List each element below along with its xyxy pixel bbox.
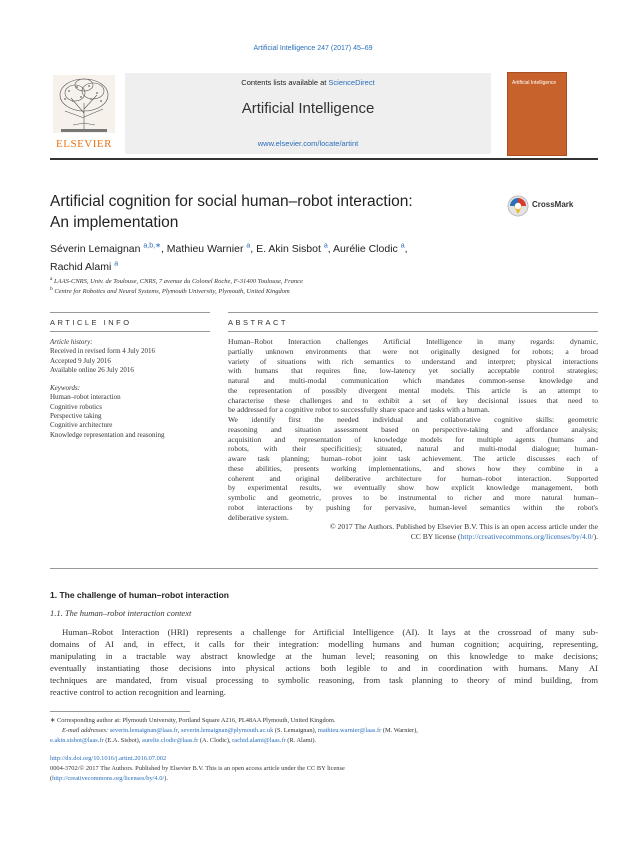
title-line-1: Artificial cognition for social human–robot interaction: <box>50 193 413 210</box>
divider <box>50 568 598 569</box>
author[interactable]: Séverin Lemaignan $^{a,b,∗}$, <box>50 242 167 255</box>
contents-line <box>125 78 491 87</box>
author[interactable]: E. Akin Sisbot $^a$, <box>256 242 333 255</box>
keyword: Knowledge representation and reasoning <box>50 430 165 439</box>
issn-line: 0004-3702/© 2017 The Authors. Published by Elsevier B.V. This is an open access article under the CC BY license <box>50 765 345 772</box>
abstract-line: the representation of possibly divergent mental models. This article is an attempt to <box>228 385 598 395</box>
article-info-heading: ARTICLE INFO <box>50 318 132 327</box>
subsection-heading: 1.1. The human–robot interaction context <box>50 608 192 618</box>
body-line: manipulating in a tractable way abstract knowledge at the human level; reasoning on this knowledge to make decisions; <box>50 651 598 662</box>
body-line: techniques are mandated, from visual processing to symbolic reasoning, from task planning to theory of mind building, from <box>50 675 598 686</box>
abstract-line: natural and multi-modal communication which mandates common-sense knowledge and <box>228 376 598 385</box>
sciencedirect-link[interactable]: ScienceDirect <box>328 78 375 87</box>
abstract-line: reasoning and situation assessment based on perspective-taking and affordance analysis; <box>228 424 598 434</box>
author[interactable]: Mathieu Warnier $^a$, <box>166 242 257 255</box>
author[interactable]: Aurélie Clodic $^a$, <box>333 242 408 255</box>
body-line: reactive control to action recognition and learning. <box>50 687 226 698</box>
abstract-line: robots, with their specificities); situated, natural and multi-modal dialogue; human- <box>228 444 598 454</box>
abstract-line: characterise these challenges and to exhibit a set of key decisional issues that need to <box>228 395 598 405</box>
abstract-line: We identify first the needed individual and collaborative cognitive skills: geometric <box>228 415 598 424</box>
abstract-line: coherent and original deliberative architecture for human–robot interaction. Supported <box>228 473 598 483</box>
abstract-line: these abilities, presents working implementations, and shows how they combine in a <box>228 463 598 473</box>
abstract-line: by experimental results, we eventually show how explicit knowledge management, both <box>228 483 598 493</box>
journal-title: Artificial Intelligence <box>241 100 375 117</box>
email-addresses-cont: e.akin.sisbot@laas.fr (E.A. Sisbot), aurelie.clodic@laas.fr (A. Clodic), rachid.alami@laas.fr (R. Alami). <box>50 737 317 744</box>
divider <box>50 312 210 313</box>
journal-reference[interactable]: Artificial Intelligence 247 (2017) 45–69 <box>253 45 373 52</box>
crossmark-label: CrossMark <box>532 200 574 209</box>
license-link[interactable]: http://creativecommons.org/licenses/by/4.0/ <box>52 775 165 782</box>
abstract-line: symbolic and geometric, proves to be instrumental to richer and more natural human– <box>228 493 598 502</box>
corresponding-author-note: ∗ Corresponding author at: Plymouth University, Portland Square A216, PL48AA Plymouth, United Kingdom. <box>50 717 336 724</box>
license-link[interactable]: http://creativecommons.org/licenses/by/4.0/ <box>460 532 594 541</box>
history-item: Received in revised form 4 July 2016 <box>50 347 155 356</box>
doi-link[interactable]: http://dx.doi.org/10.1016/j.artint.2016.07.002 <box>50 755 167 762</box>
email-link[interactable]: rachid.alami@laas.fr <box>232 737 286 744</box>
abstract-line: partially unknown environments that were not originally designed for robots; a broad <box>228 346 598 356</box>
crossmark-badge[interactable] <box>507 195 585 217</box>
keyword: Human–robot interaction <box>50 393 121 402</box>
affiliation: $^a$ LAAS-CNRS, Univ. de Toulouse, CNRS, 7 avenue du Colonel Roche, F-31400 Toulouse, France <box>50 276 303 286</box>
article-title <box>50 191 490 233</box>
body-paragraph <box>50 626 598 699</box>
divider <box>228 331 598 332</box>
history-item: Accepted 9 July 2016 <box>50 356 111 365</box>
keyword: Perspective taking <box>50 412 102 421</box>
author-list <box>50 238 570 275</box>
keyword: Cognitive architecture <box>50 421 113 430</box>
abstract-line: variety of situations with rich semantics to understand and interpret; physical interactions <box>228 356 598 366</box>
copyright-line: CC BY license (http://creativecommons.org/licenses/by/4.0/). <box>410 532 598 541</box>
affiliation: $^b$ Centre for Robotics and Neural Systems, Plymouth University, Plymouth, United Kingdom <box>50 286 290 296</box>
title-line-2: An implementation <box>50 214 179 231</box>
footnote-divider <box>50 711 190 712</box>
email-link[interactable]: mathieu.warnier@laas.fr <box>317 727 382 734</box>
article-info <box>50 338 210 440</box>
elsevier-logo-text: ELSEVIER <box>56 138 112 150</box>
body-line: domains of AI and, in effect, it calls for their integration: modelling humans and human cognition; acquiring, representing, <box>50 639 598 650</box>
author[interactable]: Rachid Alami $^a$ <box>50 260 119 273</box>
abstract-line: with humans that requires fine, low-latency yet socially acceptable control strategies; <box>228 366 598 376</box>
abstract-line: aware task planning; human–robot joint task achievement. The article discusses each of <box>228 454 598 463</box>
abstract-line: acquisition and representation of knowledge models for multiple agents (humans and <box>228 434 598 444</box>
contents-prefix: Contents lists available at <box>241 78 329 87</box>
history-label: Article history: <box>50 338 93 346</box>
email-link[interactable]: e.akin.sisbot@laas.fr <box>50 737 104 744</box>
email-addresses: E-mail addresses: severin.lemaignan@laas.fr, severin.lemaignan@plymouth.ac.uk (S. Lemaignan), mathieu.warnier@laas.fr (M. Warnier), <box>62 727 418 734</box>
body-line: Human–Robot Interaction (HRI) represents a challenge for Artificial Intelligence (AI). It lays at the crossroad of many sub- <box>62 627 598 637</box>
email-link[interactable]: severin.lemaignan@plymouth.ac.uk <box>180 727 274 734</box>
abstract-line: deliberative system. <box>228 512 289 522</box>
journal-homepage-link[interactable]: www.elsevier.com/locate/artint <box>257 139 359 148</box>
abstract-line: robot interactions by pushing for pervasive, human-level semantics within the robot's <box>228 502 598 512</box>
abstract-line: Human–Robot Interaction challenges Artificial Intelligence in many regards: dynamic, <box>228 337 598 346</box>
header-divider <box>50 158 598 160</box>
keywords-label: Keywords: <box>50 384 81 393</box>
divider <box>50 331 210 332</box>
body-line: eventually instantiating those decisions into physical actions both legible to and in coordination with humans. Many AI <box>50 663 598 674</box>
license-line: (http://creativecommons.org/licenses/by/4.0/). <box>50 775 168 782</box>
abstract-heading: ABSTRACT <box>228 318 289 327</box>
keyword: Cognitive robotics <box>50 402 102 411</box>
divider <box>228 312 598 313</box>
cover-title: Artificial Intelligence <box>512 80 557 86</box>
crossmark-icon <box>507 195 529 217</box>
email-link[interactable]: aurelie.clodic@laas.fr <box>141 737 199 744</box>
email-link[interactable]: severin.lemaignan@laas.fr <box>109 727 178 734</box>
history-item: Available online 26 July 2016 <box>50 365 134 374</box>
abstract-line: be addressed for a cognitive robot to successfully share space and tasks with a human. <box>228 405 490 415</box>
section-heading: 1. The challenge of human–robot interaction <box>50 590 229 600</box>
abstract-text <box>228 337 598 542</box>
copyright-line: © 2017 The Authors. Published by Elsevier B.V. This is an open access article under the <box>329 522 598 532</box>
